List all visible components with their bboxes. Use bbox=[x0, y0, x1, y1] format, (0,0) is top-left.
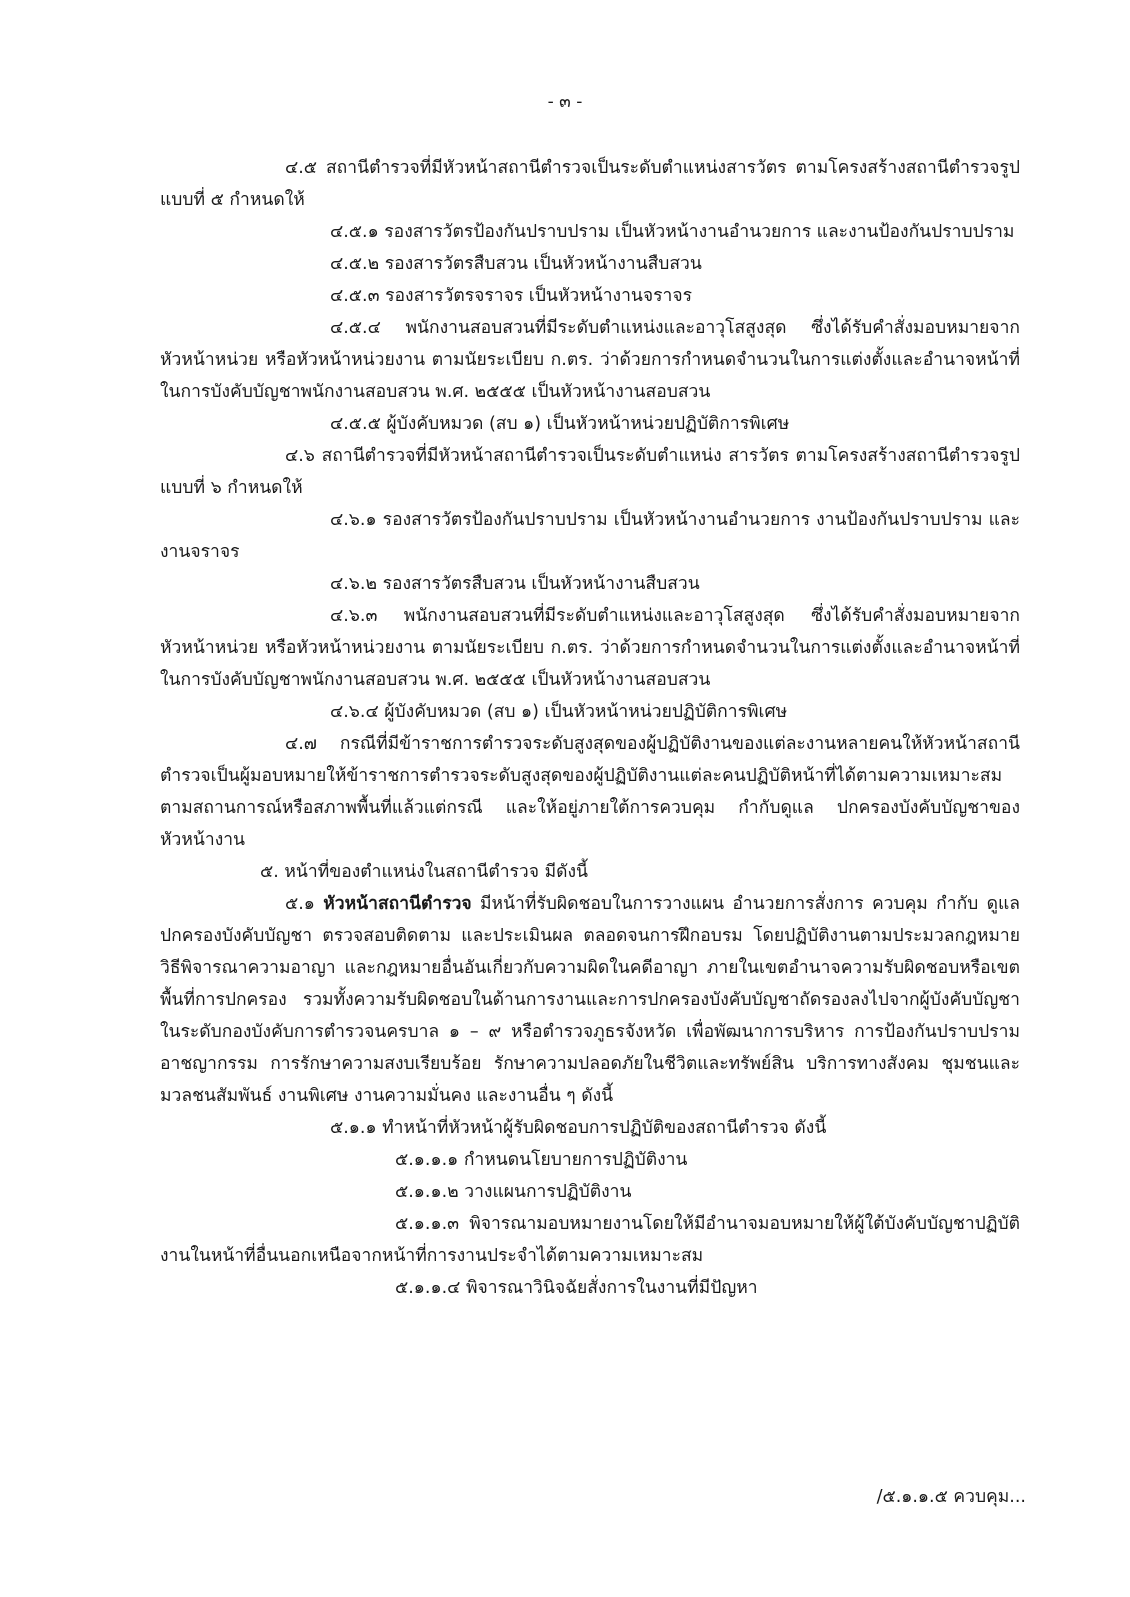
paragraph-4-6: ๔.๖ สถานีตำรวจที่มีหัวหน้าสถานีตำรวจเป็นระดับตำแหน่ง สารวัตร ตามโครงสร้างสถานีตำรวจรูปแบบที่ ๖ กำหนดให้ bbox=[160, 446, 1020, 498]
paragraph-4-6-2: ๔.๖.๒ รองสารวัตรสืบสวน เป็นหัวหน้างานสืบสวน bbox=[330, 574, 700, 594]
continuation-marker: /๕.๑.๑.๕ ควบคุม... bbox=[876, 1487, 1026, 1507]
paragraph-4-6-3: ๔.๖.๓ พนักงานสอบสวนที่มีระดับตำแหน่งและอาวุโสสูงสุด ซึ่งได้รับคำสั่งมอบหมายจากหัวหน้าหน่วย หรือหัวหน้าหน่วยงาน ตามนัยระเบียบ ก.ตร. ว่าด้วยการกำหนดจำนวนในการแต่งตั้งและอำนาจหน้าที่ในการบังคับบัญชาพนักงานสอบสวน พ.ศ. ๒๕๕๕ เป็นหัวหน้างานสอบสวน bbox=[160, 606, 1020, 690]
paragraph-5-1-title: หัวหน้าสถานีตำรวจ bbox=[323, 894, 472, 914]
paragraph-4-5-4: ๔.๕.๔ พนักงานสอบสวนที่มีระดับตำแหน่งและอาวุโสสูงสุด ซึ่งได้รับคำสั่งมอบหมายจากหัวหน้าหน่วย หรือหัวหน้าหน่วยงาน ตามนัยระเบียบ ก.ตร. ว่าด้วยการกำหนดจำนวนในการแต่งตั้งและอำนาจหน้าที่ในการบังคับบัญชาพนักงานสอบสวน พ.ศ. ๒๕๕๕ เป็นหัวหน้างานสอบสวน bbox=[160, 318, 1020, 402]
paragraph-5-1-1-3: ๕.๑.๑.๓ พิจารณามอบหมายงานโดยให้มีอำนาจมอบหมายให้ผู้ใต้บังคับบัญชาปฏิบัติงานในหน้าที่อื่นนอกเหนือจากหน้าที่การงานประจำได้ตามความเหมาะสม bbox=[160, 1214, 1020, 1266]
page-number: - ๓ - bbox=[547, 92, 583, 112]
paragraph-4-6-4: ๔.๖.๔ ผู้บังคับหมวด (สบ ๑) เป็นหัวหน้าหน่วยปฏิบัติการพิเศษ bbox=[330, 702, 788, 722]
paragraph-5-1-1-2: ๕.๑.๑.๒ วางแผนการปฏิบัติงาน bbox=[395, 1182, 632, 1202]
paragraph-5-1-1-4: ๕.๑.๑.๔ พิจารณาวินิจฉัยสั่งการในงานที่มีปัญหา bbox=[395, 1278, 758, 1298]
paragraph-4-5-2: ๔.๕.๒ รองสารวัตรสืบสวน เป็นหัวหน้างานสืบสวน bbox=[330, 254, 702, 274]
paragraph-4-6-1: ๔.๖.๑ รองสารวัตรป้องกันปราบปราม เป็นหัวหน้างานอำนวยการ งานป้องกันปราบปราม และงานจราจร bbox=[160, 510, 1020, 562]
paragraph-4-5: ๔.๕ สถานีตำรวจที่มีหัวหน้าสถานีตำรวจเป็นระดับตำแหน่งสารวัตร ตามโครงสร้างสถานีตำรวจรูปแบบที่ ๕ กำหนดให้ bbox=[160, 158, 1020, 210]
paragraph-5-1-text: มีหน้าที่รับผิดชอบในการวางแผน อำนวยการสั่งการ ควบคุม กำกับ ดูแล ปกครองบังคับบัญชา ตรวจสอบติดตาม และประเมินผล ตลอดจนการฝึกอบรม โดยปฏิบัติงานตามประมวลกฎหมายวิธีพิจารณาความอาญา และกฎหมายอื่นอันเกี่ยวกับความผิดในคดีอาญา ภายในเขตอำนาจความรับผิดชอบหรือเขตพื้นที่การปกครอง รวมทั้งความรับผิดชอบในด้านการงานและการปกครองบังคับบัญชาถัดรองลงไปจากผู้บังคับบัญชาในระดับกองบังคับการตำรวจนครบาล ๑ – ๙ หรือตำรวจภูธรจังหวัด เพื่อพัฒนาการบริหาร การป้องกันปราบปรามอาชญากรรม การรักษาความสงบเรียบร้อย รักษาความปลอดภัยในชีวิตและทรัพย์สิน บริการทางสังคม ชุมชนและมวลชนสัมพันธ์ งานพิเศษ งานความมั่นคง และงานอื่น ๆ ดังนี้ bbox=[160, 894, 1020, 1106]
paragraph-5-heading: ๕. หน้าที่ของตำแหน่งในสถานีตำรวจ มีดังนี้ bbox=[260, 862, 588, 882]
paragraph-4-7: ๔.๗ กรณีที่มีข้าราชการตำรวจระดับสูงสุดของผู้ปฏิบัติงานของแต่ละงานหลายคนให้หัวหน้าสถานีตำรวจเป็นผู้มอบหมายให้ข้าราชการตำรวจระดับสูงสุดของผู้ปฏิบัติงานแต่ละคนปฏิบัติหน้าที่ได้ตามความเหมาะสม ตามสถานการณ์หรือสภาพพื้นที่แล้วแต่กรณี และให้อยู่ภายใต้การควบคุม กำกับดูแล ปกครองบังคับบัญชาของหัวหน้างาน bbox=[160, 734, 1020, 850]
paragraph-5-1-prefix: ๕.๑ bbox=[285, 894, 324, 914]
paragraph-5-1 bbox=[160, 888, 1020, 1112]
document-body bbox=[160, 152, 1020, 1304]
paragraph-5-1-1-1: ๕.๑.๑.๑ กำหนดนโยบายการปฏิบัติงาน bbox=[395, 1150, 688, 1170]
paragraph-4-5-5: ๔.๕.๕ ผู้บังคับหมวด (สบ ๑) เป็นหัวหน้าหน่วยปฏิบัติการพิเศษ bbox=[330, 414, 790, 434]
paragraph-5-1-1: ๕.๑.๑ ทำหน้าที่หัวหน้าผู้รับผิดชอบการปฏิบัติของสถานีตำรวจ ดังนี้ bbox=[330, 1118, 827, 1138]
paragraph-4-5-1: ๔.๕.๑ รองสารวัตรป้องกันปราบปราม เป็นหัวหน้างานอำนวยการ และงานป้องกันปราบปราม bbox=[330, 222, 1015, 242]
paragraph-4-5-3: ๔.๕.๓ รองสารวัตรจราจร เป็นหัวหน้างานจราจร bbox=[330, 286, 692, 306]
